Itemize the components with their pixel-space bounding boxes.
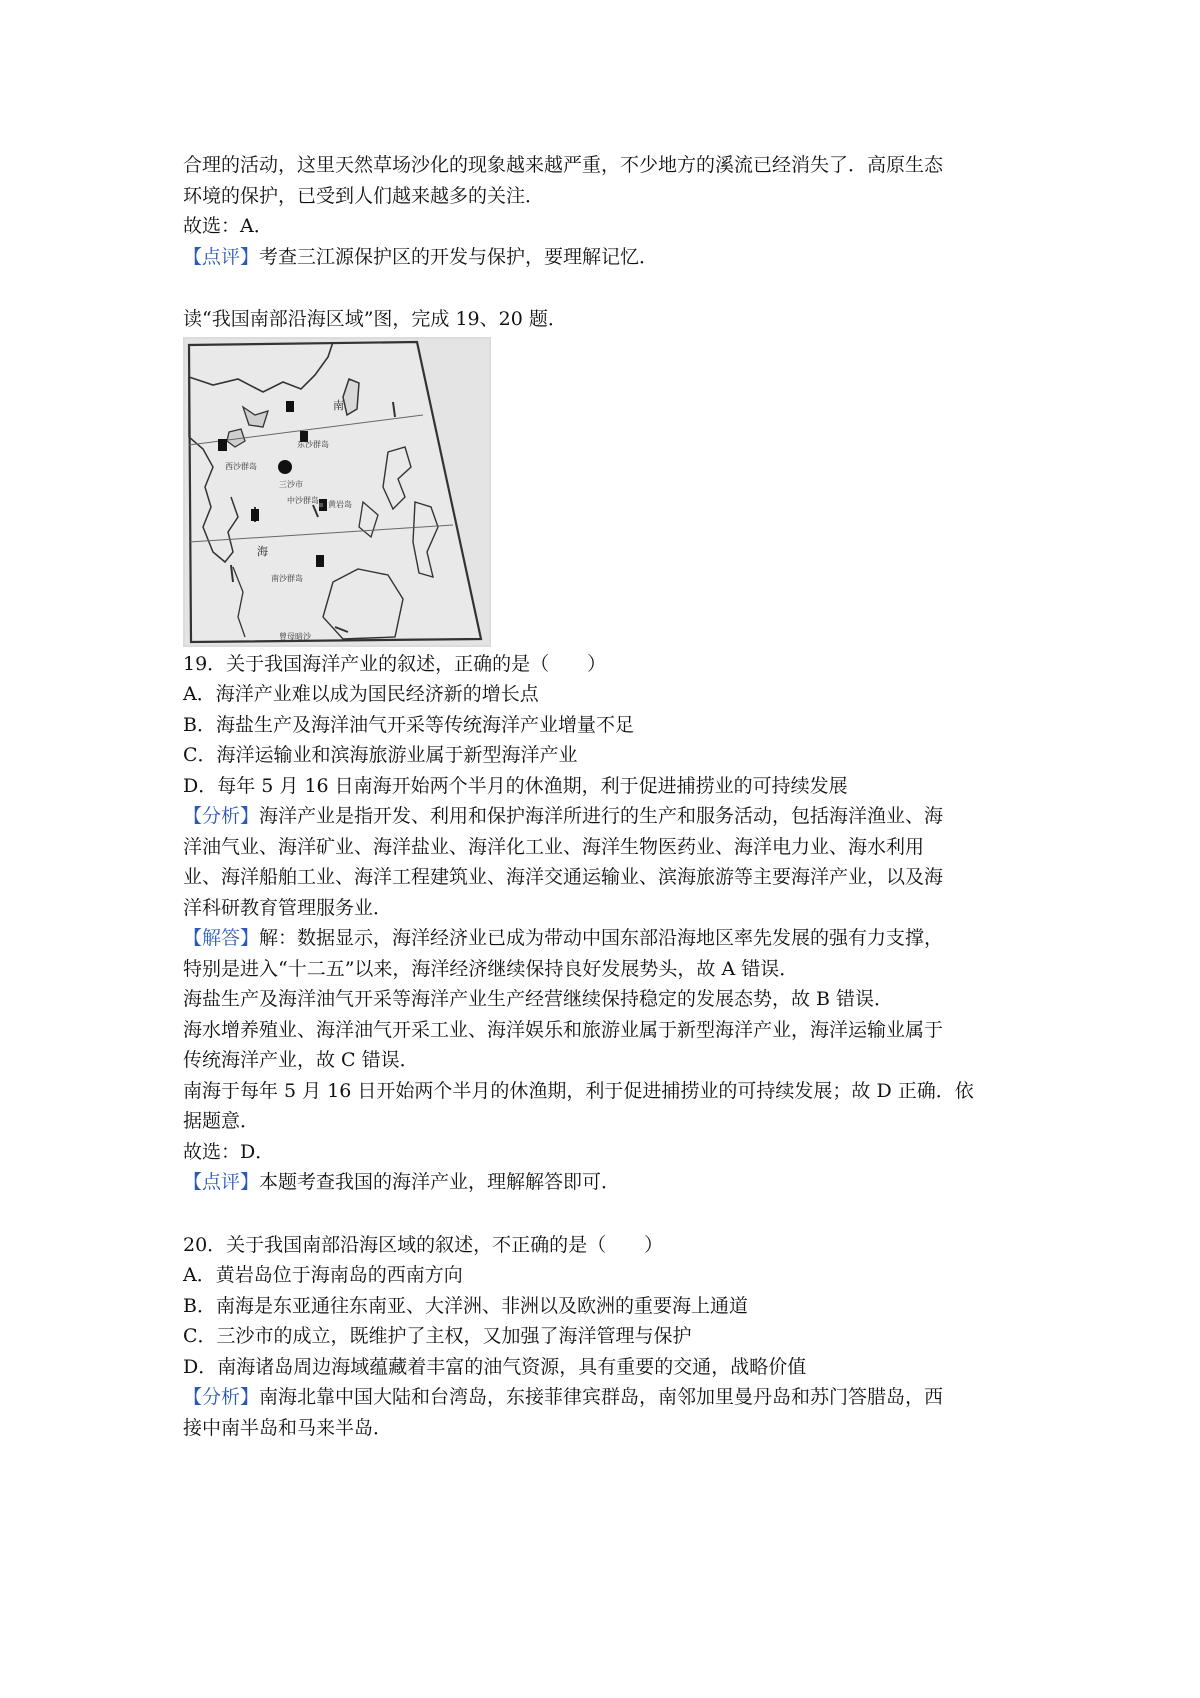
prev-answer: 故选：A． [183, 215, 273, 237]
solution-text: 解：数据显示，海洋经济业已成为带动中国东部沿海地区率先发展的强有力支撑， [259, 927, 944, 949]
comment-text: 考查三江源保护区的开发与保护，要理解记忆． [259, 245, 659, 268]
q19-solution-5: 传统海洋产业，故 C 错误． [183, 1049, 419, 1071]
q19-option-a: A．海洋产业难以成为国民经济新的增长点 [183, 683, 539, 705]
q19-solution-7: 据题意． [183, 1110, 260, 1132]
intro-text: 读“我国南部沿海区域”图，完成 19、20 题． [183, 308, 567, 330]
south-china-sea-map [183, 337, 491, 647]
q19-analysis-3: 业、海洋船舶工业、海洋工程建筑业、海洋交通运输业、滨海旅游等主要海洋产业，以及海 [183, 866, 944, 888]
comment-tag: 【点评】 [183, 245, 260, 268]
spacer [183, 272, 1033, 304]
document-content [183, 150, 1033, 1443]
map-figure [183, 337, 491, 647]
q20-stem: 20．关于我国南部沿海区域的叙述，不正确的是（ ） [183, 1233, 664, 1256]
analysis-text: 海洋产业是指开发、利用和保护海洋所进行的生产和服务活动，包括海洋渔业、海 [259, 805, 944, 827]
q19-comment [183, 1167, 1033, 1198]
prev-line-2: 环境的保护，已受到人们越来越多的关注． [183, 184, 545, 207]
map-label-zhongsha: 中沙群岛 [287, 495, 319, 505]
map-label-xisha: 西沙群岛 [225, 461, 257, 471]
q19-option-c: C．海洋运输业和滨海旅游业属于新型海洋产业 [183, 744, 578, 766]
analysis-tag: 【分析】 [183, 1386, 260, 1408]
analysis-text: 南海北靠中国大陆和台湾岛，东接菲律宾群岛，南邻加里曼丹岛和苏门答腊岛，西 [259, 1386, 944, 1408]
q19-analysis-2: 洋油气业、海洋矿业、海洋盐业、海洋化工业、海洋生物医药业、海洋电力业、海水利用 [183, 835, 925, 858]
solution-tag: 【解答】 [183, 927, 260, 949]
map-label-nansha: 南沙群岛 [271, 573, 303, 583]
q19-stem: 19．关于我国海洋产业的叙述，正确的是（ ） [183, 652, 607, 675]
q19-solution-3: 海盐生产及海洋油气开采等海洋产业生产经营继续保持稳定的发展态势，故 B 错误． [183, 988, 894, 1010]
map-label-huangyan: 黄岩岛 [328, 499, 352, 509]
q20-option-a: A．黄岩岛位于海南岛的西南方向 [183, 1264, 463, 1286]
map-label-nan: 南 [333, 398, 344, 412]
q20-analysis-1 [183, 1382, 1033, 1413]
map-label-hai: 海 [257, 544, 268, 558]
q19-analysis-1 [183, 801, 1033, 832]
map-label-zengmu: 曾母暗沙 [279, 631, 311, 641]
q19-solution-1 [183, 923, 1033, 954]
prev-comment [183, 242, 1033, 273]
q20-option-b: B．南海是东亚通往东南亚、大洋洲、非洲以及欧洲的重要海上通道 [183, 1294, 748, 1317]
q20-option-d: D．南海诸岛周边海域蕴藏着丰富的油气资源，具有重要的交通，战略价值 [183, 1355, 807, 1378]
analysis-tag: 【分析】 [183, 805, 260, 827]
prev-line-1: 合理的活动，这里天然草场沙化的现象越来越严重，不少地方的溪流已经消失了．高原生态 [183, 154, 944, 176]
q19-solution-6: 南海于每年 5 月 16 日开始两个半月的休渔期，利于促进捕捞业的可持续发展；故 D 正确．依 [183, 1079, 974, 1102]
map-label-sansha: 三沙市 [279, 479, 303, 489]
q19-solution-2: 特别是进入“十二五”以来，海洋经济继续保持良好发展势头，故 A 错误． [183, 957, 799, 980]
q20-analysis-2: 接中南半岛和马来半岛． [183, 1416, 393, 1439]
q19-option-d: D．每年 5 月 16 日南海开始两个半月的休渔期，利于促进捕捞业的可持续发展 [183, 774, 848, 797]
comment-tag: 【点评】 [183, 1171, 260, 1193]
q19-analysis-4: 洋科研教育管理服务业． [183, 896, 393, 919]
spacer [183, 1198, 1033, 1230]
q19-answer: 故选：D． [183, 1140, 275, 1163]
map-label-dongsha: 东沙群岛 [297, 439, 329, 449]
q19-option-b: B．海盐生产及海洋油气开采等传统海洋产业增量不足 [183, 713, 634, 736]
comment-text: 本题考查我国的海洋产业，理解解答即可． [259, 1171, 621, 1193]
q20-option-c: C．三沙市的成立，既维护了主权，又加强了海洋管理与保护 [183, 1325, 692, 1347]
q19-solution-4: 海水增养殖业、海洋油气开采工业、海洋娱乐和旅游业属于新型海洋产业，海洋运输业属于 [183, 1018, 944, 1041]
